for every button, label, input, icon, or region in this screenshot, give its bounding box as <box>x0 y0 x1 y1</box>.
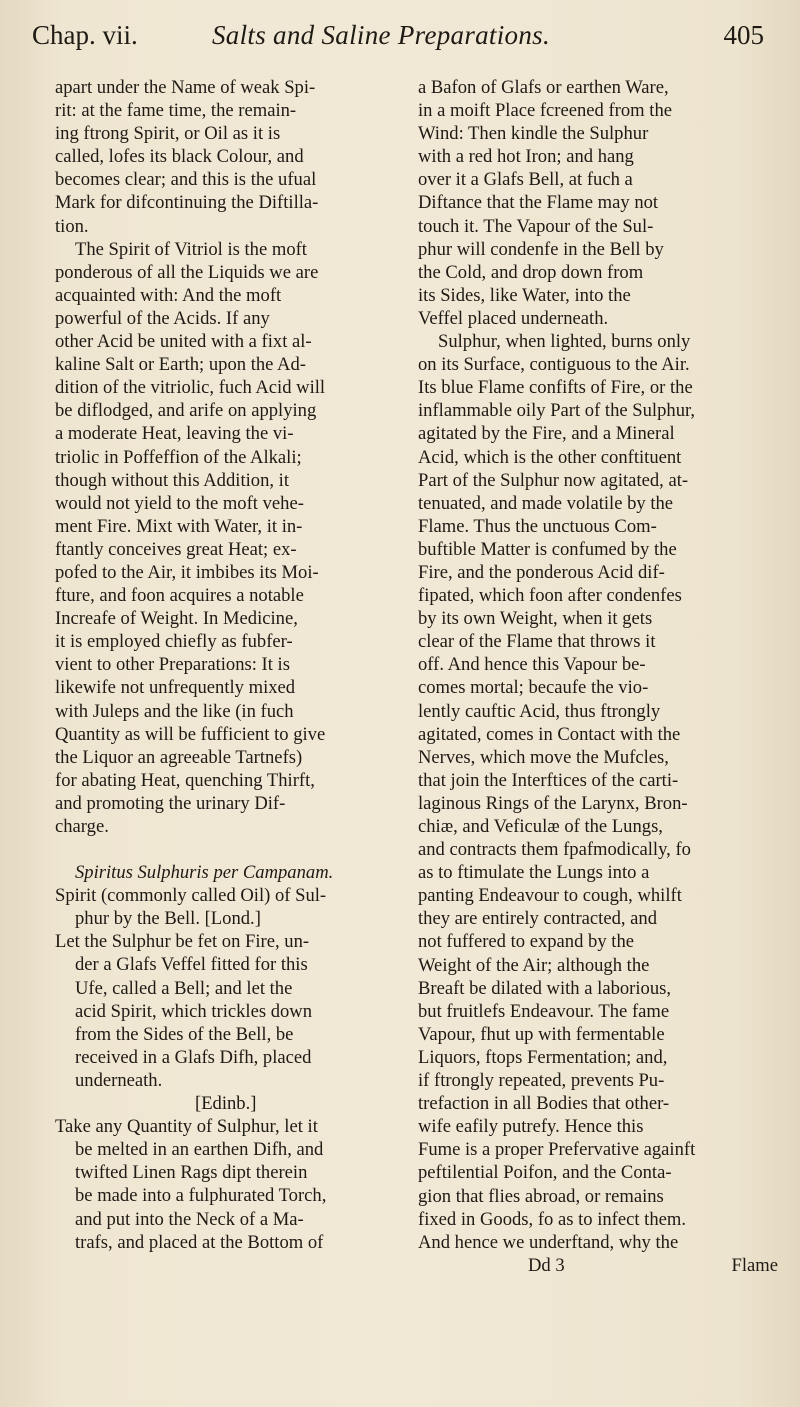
text-line: they are entirely contracted, and <box>418 908 658 930</box>
text-line: panting Endeavour to cough, whilft <box>418 885 682 907</box>
text-line: ponderous of all the Liquids we are <box>55 261 319 283</box>
left-column <box>55 76 390 1254</box>
text-line: Wind: Then kindle the Sulphur <box>418 123 649 145</box>
text-line: phur by the Bell. [Lond.] <box>75 908 261 930</box>
text-line: chiæ, and Veficulæ of the Lungs, <box>418 816 663 837</box>
text-line: Mark for difcontinuing the Diftilla- <box>55 192 319 214</box>
text-line: inflammable oily Part of the Sulphur, <box>418 400 696 422</box>
text-line: with a red hot Iron; and hang <box>418 146 634 168</box>
text-line: as to ftimulate the Lungs into a <box>418 862 650 884</box>
text-line: Let the Sulphur be fet on Fire, un- <box>55 931 310 953</box>
text-line: over it a Glafs Bell, at fuch a <box>418 169 633 191</box>
text-line: and contracts them fpafmodically, fo <box>418 839 691 861</box>
text-line: buftible Matter is confumed by the <box>418 538 677 560</box>
right-column <box>418 76 778 1277</box>
text-line: agitated, comes in Contact with the <box>418 723 681 745</box>
signature-mark: Dd 3 <box>528 1254 565 1276</box>
text-line: ment Fire. Mixt with Water, it in- <box>55 515 303 537</box>
text-line: the Cold, and drop down from <box>418 261 644 283</box>
text-line: Vapour, fhut up with fermentable <box>418 1023 665 1045</box>
text-line: touch it. The Vapour of the Sul- <box>418 215 654 237</box>
text-line: be made into a fulphurated Torch, <box>75 1185 327 1207</box>
text-line: And hence we underftand, why the <box>418 1231 679 1253</box>
text-line: The Spirit of Vitriol is the moft <box>75 238 307 260</box>
text-line: be diflodged, and arife on applying <box>55 400 317 422</box>
text-line: Part of the Sulphur now agitated, at- <box>418 469 689 491</box>
text-line: Weight of the Air; although the <box>418 954 650 976</box>
text-line: though without this Addition, it <box>55 469 289 491</box>
text-line: ftantly conceives great Heat; ex- <box>55 538 297 560</box>
text-line: dition of the vitriolic, fuch Acid will <box>55 377 326 399</box>
text-line: ing ftrong Spirit, or Oil as it is <box>55 123 281 145</box>
text-line: charge. <box>55 816 109 837</box>
page-number: 405 <box>723 20 764 50</box>
text-line: Spirit (commonly called Oil) of Sul- <box>55 885 327 907</box>
text-line: it is employed chiefly as fubfer- <box>55 631 293 653</box>
text-line: rit: at the fame time, the remain- <box>55 100 297 122</box>
footer-line <box>418 1254 778 1277</box>
text-line: on its Surface, contiguous to the Air. <box>418 354 690 376</box>
text-line: laginous Rings of the Larynx, Bron- <box>418 792 688 814</box>
text-line: apart under the Name of weak Spi- <box>55 77 316 98</box>
text-line: and promoting the urinary Dif- <box>55 792 286 814</box>
text-line: lently cauftic Acid, thus ftrongly <box>418 700 661 722</box>
text-line: vient to other Preparations: It is <box>55 654 290 676</box>
catchword: Flame <box>731 1254 778 1276</box>
text-line: clear of the Flame that throws it <box>418 631 656 653</box>
text-line: becomes clear; and this is the ufual <box>55 169 317 191</box>
text-line: gion that flies abroad, or remains <box>418 1185 664 1207</box>
text-line: pofed to the Air, it imbibes its Moi- <box>55 561 319 583</box>
recipe-title: Spiritus Sulphuris per Campanam. <box>75 862 334 884</box>
section-gap <box>55 838 390 861</box>
text-line: Sulphur, when lighted, burns only <box>438 331 691 353</box>
text-line: Its blue Flame confifts of Fire, or the <box>418 377 693 399</box>
text-line: peftilential Poifon, and the Conta- <box>418 1162 672 1184</box>
text-line: not fuffered to expand by the <box>418 931 634 953</box>
text-line: agitated by the Fire, and a Mineral <box>418 423 675 445</box>
text-line: be melted in an earthen Difh, and <box>75 1139 324 1161</box>
text-line: but fruitlefs Endeavour. The fame <box>418 1000 670 1022</box>
text-line: tion. <box>55 215 89 237</box>
text-line: that join the Interftices of the carti- <box>418 769 679 791</box>
text-line: fture, and foon acquires a notable <box>55 585 304 607</box>
text-line: wife eafily putrefy. Hence this <box>418 1116 644 1138</box>
text-line: Diftance that the Flame may not <box>418 192 659 214</box>
text-line: if ftrongly repeated, prevents Pu- <box>418 1070 665 1092</box>
text-line: powerful of the Acids. If any <box>55 307 270 329</box>
text-line: with Juleps and the like (in fuch <box>55 700 294 722</box>
text-line: its Sides, like Water, into the <box>418 284 631 306</box>
chapter-label: Chap. vii. <box>32 20 138 50</box>
text-line: kaline Salt or Earth; upon the Ad- <box>55 354 306 376</box>
text-line: underneath. <box>75 1069 163 1091</box>
text-line: twifted Linen Rags dipt therein <box>75 1162 308 1184</box>
text-line: Ufe, called a Bell; and let the <box>75 977 293 999</box>
text-line: comes mortal; becaufe the vio- <box>418 677 649 699</box>
text-line: a moderate Heat, leaving the vi- <box>55 423 294 445</box>
running-header <box>32 16 780 56</box>
text-line: for abating Heat, quenching Thirft, <box>55 769 315 791</box>
text-line: received in a Glafs Difh, placed <box>75 1046 312 1068</box>
text-line: Quantity as will be fufficient to give <box>55 723 326 745</box>
text-line: phur will condenfe in the Bell by <box>418 238 664 260</box>
text-line: a Bafon of Glafs or earthen Ware, <box>418 77 669 98</box>
text-line: trafs, and placed at the Bottom of <box>75 1231 324 1253</box>
text-line: the Liquor an agreeable Tartnefs) <box>55 746 303 768</box>
text-line: acid Spirit, which trickles down <box>75 1000 313 1022</box>
text-line: der a Glafs Veffel fitted for this <box>75 954 308 976</box>
running-title: Salts and Saline Preparations. <box>212 20 550 50</box>
text-line: called, lofes its black Colour, and <box>55 146 304 168</box>
text-line: from the Sides of the Bell, be <box>75 1023 294 1045</box>
text-line: trefaction in all Bodies that other- <box>418 1093 670 1115</box>
text-line: acquainted with: And the moft <box>55 284 282 306</box>
text-line: Take any Quantity of Sulphur, let it <box>55 1116 318 1138</box>
text-line: Breaft be dilated with a laborious, <box>418 977 672 999</box>
text-line: Increafe of Weight. In Medicine, <box>55 608 298 630</box>
text-line: Flame. Thus the unctuous Com- <box>418 515 657 537</box>
text-line: Liquors, ftops Fermentation; and, <box>418 1046 668 1068</box>
text-line: by its own Weight, when it gets <box>418 608 653 630</box>
edinb-label: [Edinb.] <box>195 1093 257 1115</box>
text-line: likewife not unfrequently mixed <box>55 677 296 699</box>
text-line: and put into the Neck of a Ma- <box>75 1208 304 1230</box>
text-line: Acid, which is the other conftituent <box>418 446 682 468</box>
text-line: other Acid be united with a fixt al- <box>55 331 312 353</box>
text-line: fipated, which foon after condenfes <box>418 585 682 607</box>
text-line: triolic in Poffeffion of the Alkali; <box>55 446 302 468</box>
text-line: Veffel placed underneath. <box>418 307 609 329</box>
text-line: fixed in Goods, fo as to infect them. <box>418 1208 687 1230</box>
text-line: Nerves, which move the Mufcles, <box>418 746 669 768</box>
text-line: off. And hence this Vapour be- <box>418 654 646 676</box>
text-line: in a moift Place fcreened from the <box>418 100 673 122</box>
text-line: tenuated, and made volatile by the <box>418 492 674 514</box>
text-line: Fume is a proper Prefervative againft <box>418 1139 696 1161</box>
text-line: Fire, and the ponderous Acid dif- <box>418 561 665 583</box>
text-line: would not yield to the moft vehe- <box>55 492 304 514</box>
